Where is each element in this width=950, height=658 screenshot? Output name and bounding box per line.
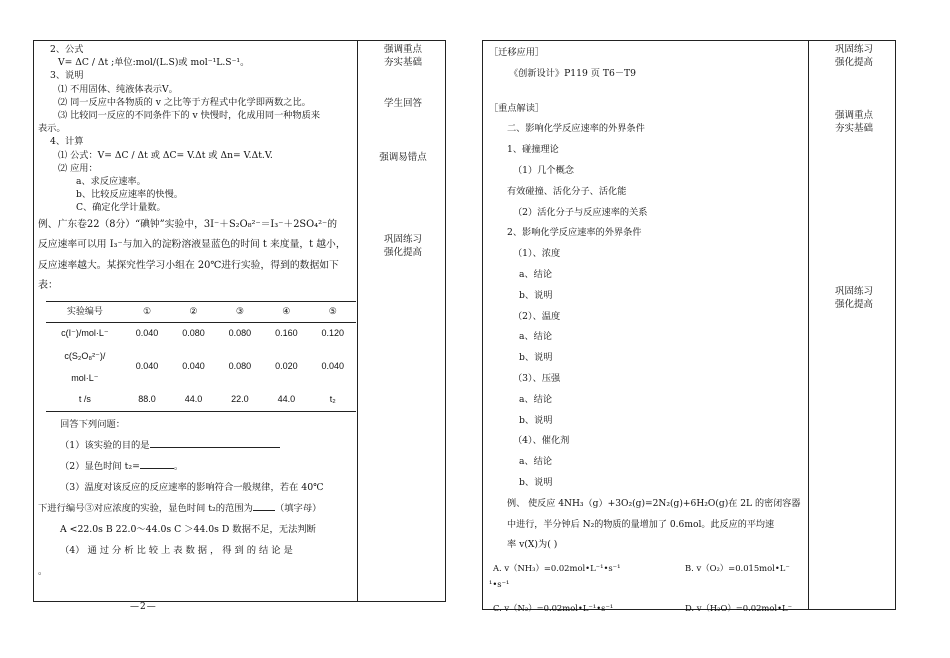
topic-line: b、说明 <box>519 414 553 426</box>
section-formula: 2、公式 <box>50 44 84 55</box>
table-cell: 0.040 <box>135 361 159 372</box>
side-note <box>359 151 447 164</box>
topic-line: （1）、浓度 <box>513 248 561 260</box>
question-line: 。 <box>38 565 48 577</box>
side-note-line: 夯实基础 <box>383 57 422 68</box>
table-cell: t₂ <box>329 394 336 405</box>
side-note <box>811 43 897 69</box>
example-line: 例、广东卷22（8分）“碘钟”实验中，3I⁻＋S₂O₈²⁻＝I₃⁻＋2SO₄²⁻的 <box>38 218 338 230</box>
note-line: ⑵ 同一反应中各物质的 v 之比等于方程式中化学即两数之比。 <box>58 96 311 108</box>
table-header-row <box>46 301 356 322</box>
side-note-line: 强调重点 <box>834 110 873 121</box>
column-divider <box>357 41 358 601</box>
table-cell: 0.040 <box>321 361 345 372</box>
question-text: （填字母） <box>274 502 322 514</box>
reference-line: 《创新设计》P119 页 T6－T9 <box>509 67 637 79</box>
topic-line: 二、影响化学反应速率的外界条件 <box>507 123 645 135</box>
table-header: 实验编号 <box>46 301 124 322</box>
table-row <box>46 345 356 389</box>
topic-line: （2）活化分子与反应速率的关系 <box>513 206 648 218</box>
answer-blank[interactable] <box>253 500 275 511</box>
side-note-line: 强化提高 <box>383 247 422 258</box>
right-page <box>482 40 896 614</box>
note-line: ⑶ 比较同一反应的不同条件下的 v 快慢时，化成用同一种物质来 <box>58 110 321 122</box>
table-header: ③ <box>217 301 263 322</box>
topic-line: a、结论 <box>519 393 553 405</box>
topic-line: b、说明 <box>519 352 553 364</box>
note-line: 表示。 <box>38 123 66 135</box>
question-line: A <22.0s B 22.0～44.0s C ＞44.0s D 数据不足，无法判断 <box>60 523 316 535</box>
table-cell: t /s <box>78 394 91 405</box>
question-text: 下进行编号③对应浓度的实验，显色时间 t₂的范围为 <box>38 502 253 514</box>
side-note-line: 学生回答 <box>383 98 422 109</box>
example-line: 中进行，半分钟后 N₂的物质的量增加了 0.6mol。此反应的平均速 <box>507 519 775 530</box>
answer-blank[interactable] <box>150 437 280 448</box>
table-cell: 44.0 <box>184 394 203 405</box>
table-cell: 0.120 <box>321 328 345 339</box>
section-heading: ［重点解读］ <box>489 102 545 114</box>
table-header: ④ <box>263 301 309 322</box>
table-cell: 0.080 <box>228 361 252 372</box>
table-cell: 44.0 <box>277 394 296 405</box>
table-cell: 0.020 <box>275 361 298 372</box>
question-line: （3）温度对该反应的反应速率的影响符合一般规律，若在 40℃ <box>60 481 324 493</box>
topic-line: （1）几个概念 <box>513 164 574 176</box>
question-line <box>38 435 356 456</box>
table-header: ② <box>170 301 216 322</box>
right-main-column <box>489 43 809 628</box>
section-calc: 4、计算 <box>50 136 84 148</box>
table-header: ① <box>124 301 170 322</box>
table-cell: 0.160 <box>275 328 298 339</box>
table-cell: 88.0 <box>138 394 156 405</box>
topic-line: （4）、催化剂 <box>513 435 570 447</box>
section-notes: 3、说明 <box>50 70 84 82</box>
section-heading: ［迁移应用］ <box>489 47 545 58</box>
table-cell: 0.080 <box>182 328 205 339</box>
topic-line: （2）、温度 <box>513 310 561 322</box>
option-a: A. v（NH₃）=0.02mol•L⁻¹•s⁻¹ <box>493 563 621 574</box>
formula-line: V= ΔC / Δt ;单位:mol/(L.S)或 mol⁻¹L.S⁻¹。 <box>58 57 250 69</box>
topic-line: a、结论 <box>519 456 553 468</box>
option-c: C. v（N₂）=0.02mol•L⁻¹•s⁻¹ <box>493 603 614 614</box>
example-line: 表： <box>38 280 58 292</box>
questions-block <box>38 414 356 582</box>
table-cell: c(I⁻)/mol·L⁻ <box>61 328 109 339</box>
example-line: 反应速率越大。某探究性学习小组在 20℃进行实验，得到的数据如下 <box>38 259 339 271</box>
topic-line: a、结论 <box>519 331 553 343</box>
side-note <box>359 43 447 69</box>
answer-blank[interactable] <box>140 458 174 469</box>
calc-line: ⑴ 公式：V= ΔC / Δt 或 ΔC= V.Δt 或 Δn= V.Δt.V. <box>58 149 273 161</box>
table-header: ⑤ <box>310 301 356 322</box>
side-note-line: 巩固练习 <box>383 234 422 245</box>
page-number: —2— <box>130 602 157 612</box>
question-text: （2）显色时间 t₂= <box>60 460 140 472</box>
question-line <box>38 498 356 519</box>
table-row <box>46 322 356 345</box>
table-row <box>46 389 356 412</box>
calc-line: a、求反应速率。 <box>76 176 146 188</box>
side-note <box>811 285 897 311</box>
table-cell: 0.040 <box>182 361 205 372</box>
side-note-line: 强调重点 <box>383 44 422 55</box>
experiment-table <box>46 301 356 412</box>
topic-line: 2、影响化学反应速率的外界条件 <box>507 227 642 239</box>
option-d: D. v（H₂O）=0.02mol•L⁻ <box>685 603 792 614</box>
left-page <box>33 40 446 602</box>
topic-line: b、说明 <box>519 476 553 488</box>
side-note-line: 强化提高 <box>834 299 873 310</box>
side-note-line: 夯实基础 <box>834 123 873 134</box>
topic-line: a、结论 <box>519 268 553 280</box>
calc-line: b、比较反应速率的快慢。 <box>76 189 183 201</box>
side-note <box>359 97 447 110</box>
spacer <box>489 85 809 99</box>
side-note-line: 巩固练习 <box>834 44 873 55</box>
example-line: 反应速率可以用 I₃⁻与加入的淀粉溶液显蓝色的时间 t 来度量，t 越小， <box>38 239 346 251</box>
note-line: ⑴ 不用固体、纯液体表示V。 <box>58 83 178 95</box>
option-b: B. v（O₂）=0.015mol•L⁻ <box>685 563 790 574</box>
options-block <box>489 556 809 628</box>
side-note-line: 强调易错点 <box>379 152 427 163</box>
table-cell: 22.0 <box>231 394 249 405</box>
topic-line: 1、碰撞理论 <box>507 144 559 156</box>
topic-line: b、说明 <box>519 289 553 301</box>
topic-line: 有效碰撞、活化分子、活化能 <box>507 185 627 197</box>
question-text: （1）该实验的目的是 <box>60 439 150 451</box>
table-cell: c(S₂O₈²⁻)/ mol·L⁻ <box>64 350 106 383</box>
table-cell: 0.040 <box>135 328 159 339</box>
question-line: （4） 通 过 分 析 比 较 上 表 数 据 ， 得 到 的 结 论 是 <box>60 544 293 556</box>
calc-line: C、确定化学计量数。 <box>76 202 166 214</box>
table-cell: 0.080 <box>228 328 252 339</box>
topic-line: （3）、压强 <box>513 372 561 384</box>
question-line: （2）显色时间 t₂= 。 <box>38 456 356 477</box>
example-line: 例、 使反应 4NH₃（g）+3O₂(g)=2N₂(g)+6H₂O(g)在 2L 的密闭容器 <box>507 498 801 509</box>
left-main-column <box>38 43 356 582</box>
question-line: 回答下列问题： <box>60 418 126 430</box>
example-line: 率 v(X)为( ) <box>507 539 558 551</box>
calc-line: ⑵ 应用： <box>58 162 98 174</box>
option-b-cont: ¹•s⁻¹ <box>489 579 510 590</box>
side-note-line: 强化提高 <box>834 57 873 68</box>
side-note-line: 巩固练习 <box>834 286 873 297</box>
side-note <box>811 109 897 135</box>
side-note <box>359 233 447 259</box>
